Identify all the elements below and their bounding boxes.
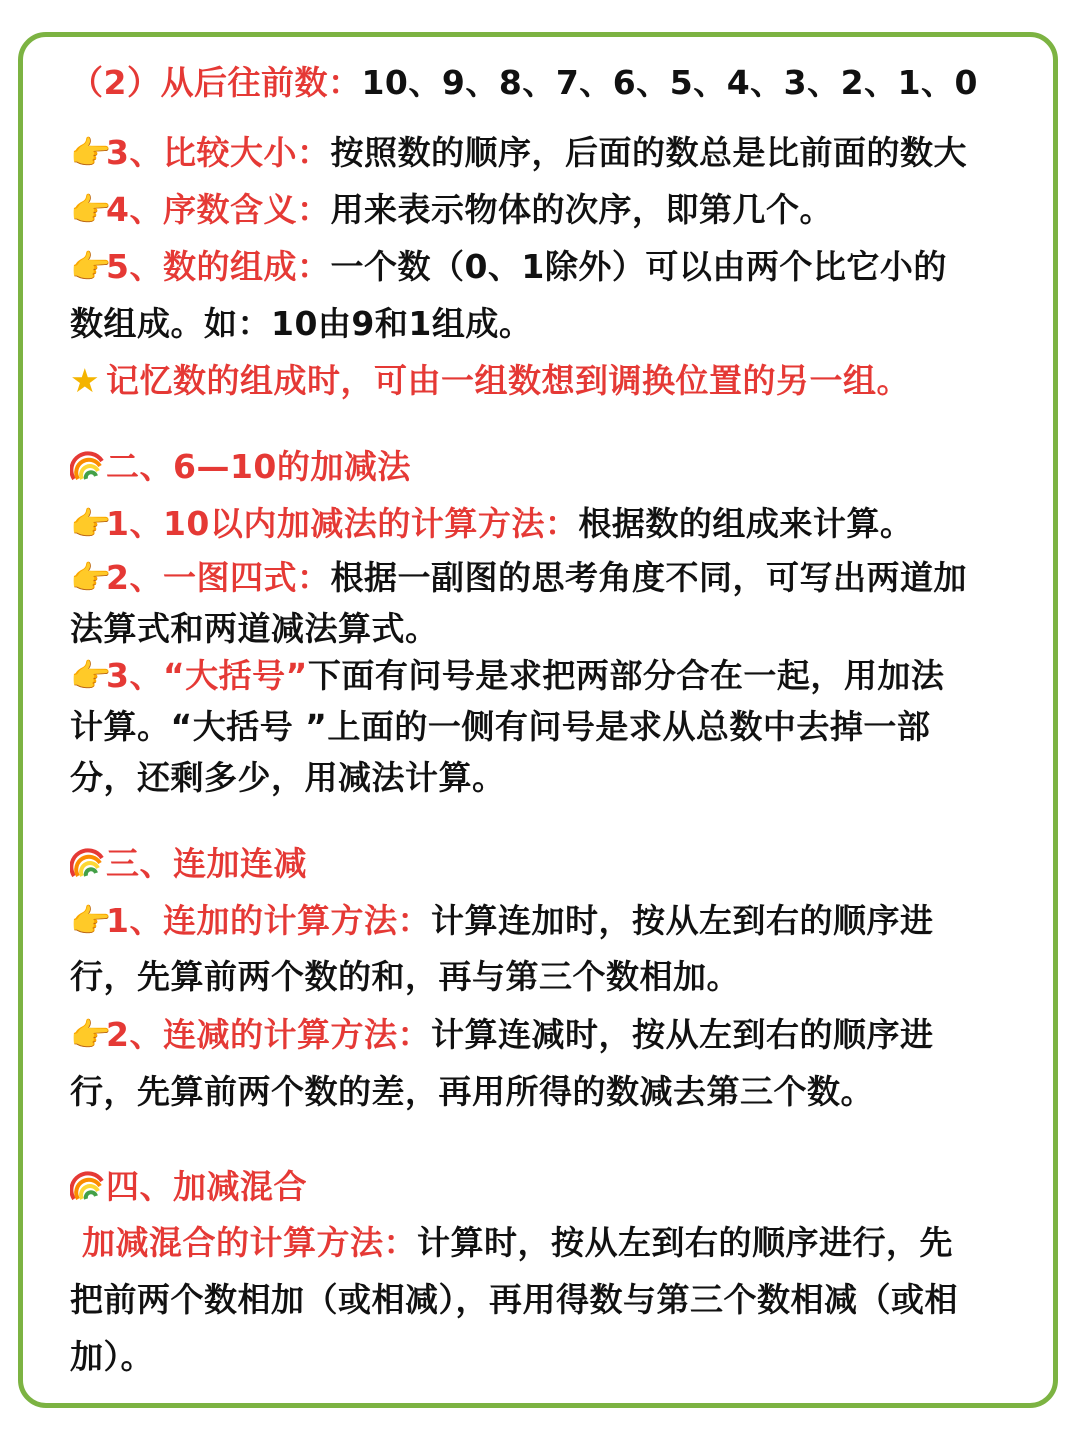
count-backward-line: [70, 61, 978, 105]
rainbow-icon: [70, 848, 106, 878]
pointing-hand-icon: 👉: [70, 190, 112, 229]
calc-method-text: 根据数的组成来计算。: [578, 504, 914, 543]
mixed-line-2: [70, 1278, 958, 1322]
ordinal-text: 用来表示物体的次序，即第几个。: [330, 190, 833, 229]
memory-tip-text: 记忆数的组成时，可由一组数想到调换位置的另一组。: [106, 361, 910, 400]
memory-tip-line: [70, 359, 910, 403]
brace-heading: 3、“大括号”: [106, 656, 308, 695]
compare-heading: 3、比较大小：: [106, 133, 331, 172]
continuous-add-line-1: [70, 899, 933, 943]
brace-text-2: 计算。“大括号 ”上面的一侧有问号是求从总数中去掉一部: [70, 707, 931, 746]
count-backward-text: 10、9、8、7、6、5、4、3、2、1、0: [361, 63, 979, 102]
mixed-text-3: 加）。: [70, 1337, 154, 1376]
mixed-heading: 加减混合的计算方法：: [82, 1223, 417, 1262]
star-icon: ★: [70, 361, 101, 400]
section-3-title-line: [70, 842, 307, 886]
brace-text-3: 分，还剩多少，用减法计算。: [70, 758, 506, 797]
composition-heading: 5、数的组成：: [106, 247, 331, 286]
section-2-title: 二、6—10的加减法: [106, 447, 411, 486]
one-picture-line-2: [70, 607, 439, 651]
pointing-hand-icon: 👉: [70, 1015, 112, 1054]
one-picture-text-1: 根据一副图的思考角度不同，可写出两道加: [330, 558, 967, 597]
continuous-add-heading: 1、连加的计算方法：: [106, 901, 431, 940]
brace-line-1: [70, 654, 944, 698]
continuous-add-text-2: 行，先算前两个数的和，再与第三个数相加。: [70, 957, 740, 996]
rainbow-icon: [70, 1171, 106, 1201]
mixed-line-3: [70, 1335, 154, 1379]
section-2-title-line: [70, 445, 411, 489]
mixed-line-1: [70, 1221, 953, 1265]
calc-method-line: [70, 502, 913, 546]
one-picture-text-2: 法算式和两道减法算式。: [70, 609, 439, 648]
pointing-hand-icon: 👉: [70, 133, 112, 172]
compare-text: 按照数的顺序，后面的数总是比前面的数大: [330, 133, 967, 172]
continuous-sub-heading: 2、连减的计算方法：: [106, 1015, 431, 1054]
brace-text-1: 下面有问号是求把两部分合在一起，用加法: [307, 656, 945, 695]
section-3-title: 三、连加连减: [106, 844, 307, 883]
section-4-title: 四、加减混合: [106, 1167, 307, 1206]
ordinal-line: [70, 188, 833, 232]
continuous-add-text-1: 计算连加时，按从左到右的顺序进: [430, 901, 934, 940]
one-picture-heading: 2、一图四式：: [106, 558, 331, 597]
compare-line: [70, 131, 967, 175]
pointing-hand-icon: 👉: [70, 656, 112, 695]
content-card: [18, 32, 1058, 1408]
brace-line-2: [70, 705, 930, 749]
pointing-hand-icon: 👉: [70, 558, 112, 597]
rainbow-icon: [70, 451, 106, 481]
composition-line-1: [70, 245, 947, 289]
composition-line-2: [70, 302, 532, 346]
mixed-text-2: 把前两个数相加（或相减），再用得数与第三个数相减（或相: [70, 1280, 958, 1319]
ordinal-heading: 4、序数含义：: [106, 190, 331, 229]
count-backward-heading: （2）从后往前数：: [70, 63, 362, 102]
one-picture-line-1: [70, 556, 967, 600]
composition-text-2: 数组成。如：10由9和1组成。: [70, 304, 533, 343]
continuous-sub-text-1: 计算连减时，按从左到右的顺序进: [430, 1015, 934, 1054]
calc-method-heading: 1、10以内加减法的计算方法：: [106, 504, 579, 543]
continuous-sub-line-1: [70, 1013, 933, 1057]
brace-line-3: [70, 756, 506, 800]
mixed-text-1: 计算时，按从左到右的顺序进行，先: [417, 1223, 953, 1262]
continuous-add-line-2: [70, 955, 740, 999]
pointing-hand-icon: 👉: [70, 901, 112, 940]
pointing-hand-icon: 👉: [70, 504, 112, 543]
pointing-hand-icon: 👉: [70, 247, 112, 286]
continuous-sub-text-2: 行，先算前两个数的差，再用所得的数减去第三个数。: [70, 1072, 874, 1111]
section-4-title-line: [70, 1165, 307, 1209]
composition-text-1: 一个数（0、1除外）可以由两个比它小的: [330, 247, 947, 286]
continuous-sub-line-2: [70, 1070, 874, 1114]
